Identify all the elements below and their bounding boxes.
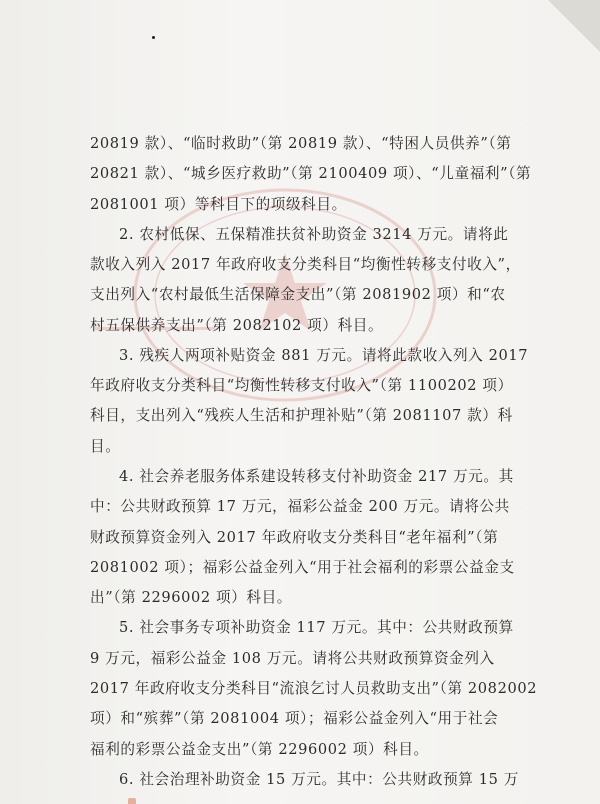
text-line: 款收入列入 2017 年政府收支分类科目“均衡性转移支付收入”， — [90, 256, 521, 273]
text-line: 3. 残疾人两项补贴资金 881 万元。请将此款收入列入 2017 — [119, 347, 529, 364]
text-line: 9 万元，福彩公益金 108 万元。请将公共财政预算资金列入 — [90, 650, 495, 667]
ink-dot — [152, 36, 155, 39]
text-line: 目。 — [90, 438, 121, 455]
folded-corner — [548, 0, 600, 52]
bleed-through-seal — [95, 175, 455, 435]
text-line: 支出列入“农村最低生活保障金支出”（第 2081902 项）和“农 — [90, 286, 506, 303]
text-line: 20819 款）、“临时救助”（第 20819 款）、“特困人员供养”（第 — [90, 135, 512, 152]
text-line: 福利的彩票公益金支出”（第 2296002 项）科目。 — [90, 741, 429, 758]
text-line: 村五保供养支出”（第 2082102 项）科目。 — [90, 317, 384, 334]
text-line: 2081001 项）等科目下的项级科目。 — [90, 196, 347, 213]
text-line: 20821 款）、“城乡医疗救助”（第 2100409 项）、“儿童福利”（第 — [90, 165, 532, 182]
text-line: 5. 社会事务专项补助资金 117 万元。其中：公共财政预算 — [119, 619, 514, 636]
text-line: 4. 社会养老服务体系建设转移支付补助资金 217 万元。其 — [119, 468, 514, 485]
text-line: 出”（第 2296002 项）科目。 — [90, 589, 292, 606]
text-line: 6. 社会治理补助资金 15 万元。其中：公共财政预算 15 万 — [119, 771, 519, 788]
text-line: 2. 农村低保、五保精准扶贫补助资金 3214 万元。请将此 — [119, 226, 509, 243]
text-line: 2017 年政府收支分类科目“流浪乞讨人员救助支出”（第 2082002 — [90, 680, 538, 697]
text-line: 项）和“殡葬”（第 2081004 项）；福彩公益金列入“用于社会 — [90, 710, 499, 727]
text-line: 科目，支出列入“残疾人生活和护理补贴”（第 2081107 款）科 — [90, 407, 513, 424]
text-line: 年政府收支分类科目“均衡性转移支付收入”（第 1100202 项） — [90, 377, 513, 394]
text-line: 2081002 项）；福彩公益金列入“用于社会福利的彩票公益金支 — [90, 559, 515, 576]
red-ink-mark — [128, 798, 136, 804]
text-line: 中：公共财政预算 17 万元，福彩公益金 200 万元。请将公共 — [90, 498, 510, 515]
text-line: 财政预算资金列入 2017 年政府收支分类科目“老年福利”（第 — [90, 529, 499, 546]
